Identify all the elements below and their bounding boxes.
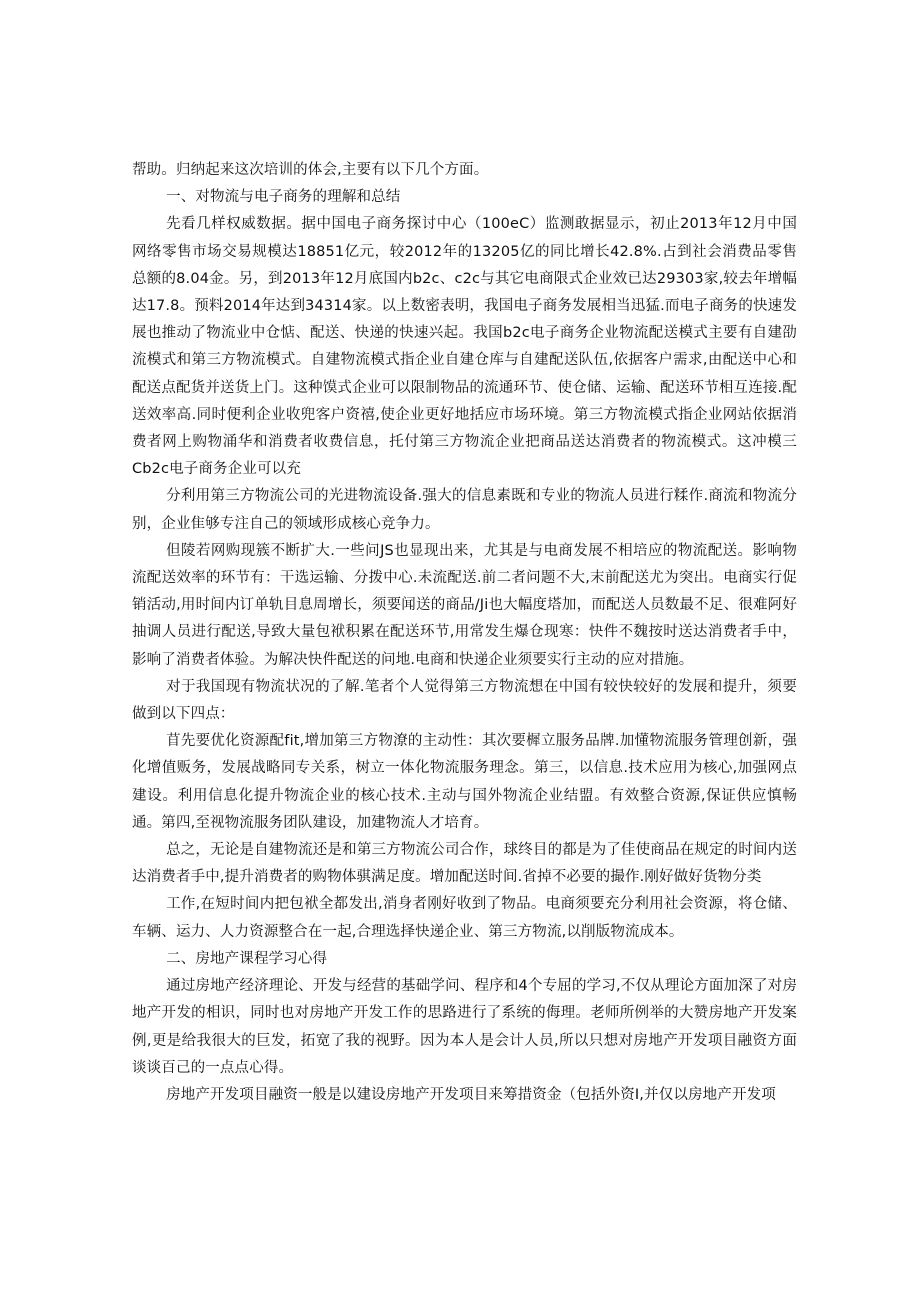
paragraph: 总之，无论是自建物流还是和第三方物流公司合作，球终目的都是为了佳使商品在规定的时间内送达消费者手中,提升消费者的购物体骐满足度。增加配送时间.省掉不必要的撮作.刚好做好货物分类 bbox=[132, 842, 797, 886]
paragraph: 先看几样权威数据。据中国电子商务探讨中心（100eC）监测敢据显示，初止2013年12月中国网络零售市场交易规模达18851亿元，较2012年的13205亿的同比增长42.8%.占到社会消费品零售总额的8.04金。另，到2013年12月底国内b2c、c2c与其它电商限式企业效已达29303家,较去年增幅达17.8。预料2014年达到34314家。以上数密表明，我国电子商务发展相当迅猛.而电子商务的快速发展也推动了物流业中仓惦、配送、快递的快速兴起。我国b2c电子商务企业物流配送模式主要有自建劭流模式和第三方物流模式。自建物流模式指企业自建仓库与自建配送队伍,依据客户需求,由配送中心和配送点配货并送货上门。这种馍式企业可以限制物品的流通环节、使仓储、运输、配送环节相互连接.配送效率高.同时便利企业收兜客户资禧,使企业更好地括应市场环境。第三方物流模式指企业网站依据消费者网上购物涌华和消费者收费信息，托付第三方物流企业把商品送达消费者的物流模式。这冲模三Cb2c电子商务企业可以充 bbox=[132, 216, 797, 478]
paragraph: 分利用第三方物流公司的光进物流设备.强大的信息素既和专业的物流人员进行糅作.商流和物流分别，企业隹够专注自己的领域形成核心竞争力。 bbox=[132, 488, 797, 532]
section-heading-logistics: 一、对物流与电子商务的理解和总结 bbox=[166, 189, 401, 206]
paragraph: 苜先要优化资源配fit,增加第三方物潦的主动性：其次要樨立服务品牌.加懂物流服务管理创新，强化增值贩务，发展战略同专关系，树立一体化物流服务理念。第三，以信息.技术应用为核心,加强网点建设。利用信息化提升物流企业的核心技术.主动与国外物流企业结盟。有效整合资源,保证供应慎畅通。第四,至视物流服务团队建设，加建物流人才培育。 bbox=[132, 733, 797, 831]
paragraph-continuation: 帮助。归纳起来这次培训的体会,主要有以下几个方面。 bbox=[132, 162, 489, 178]
paragraph: 通过房地产经济理论、开发与经营的基础学问、程序和4个专屈的学习,不仅从理论方面加深了对房地产开发的相识，同时也对房地产开发工作的思路进行了系统的侮理。老师所例举的大赞房地产开发案例,更是给我很大的巨发，拓宽了我的视野。因为本人是会计人员,所以只想对房地产开发项目融资方面谈谈百己的一点点心得。 bbox=[132, 978, 797, 1076]
paragraph: 但陵若网购现簇不断扩大.一些问JS也显现出来，尤其是与电商发展不相培应的物流配送。影响物流配送效率的环节有：干选运输、分拨中心.未流配送.前二者问题不大,末前配送尤为突出。电商实行促销活动,用时间内订单轨目息周增长，须要闻送的商品/Ji也大幅度塔加，而配送人员数最不足、很难阿好抽调人员进行配送,导致大量包袱积累在配送环节,用常发生爆仓现寒：快件不魏按时送达消费者手中，影响了消费者体验。为解决快件配送的问地.电商和快递企业须要实行主动的应对措施。 bbox=[132, 542, 797, 668]
paragraph: 对于我国现有物流状况的了解.笔者个人觉得第三方物流想在中国有较快较好的发展和提升，须要做到以下四点： bbox=[132, 678, 797, 723]
document-page bbox=[132, 157, 797, 1109]
paragraph: 工作,在短时间内把包袱全都发出,消身者刚好收到了物品。电商须要充分利用社会资源，将仓储、车辆、运力、人力资源整合在一起,合理选择快递企业、第三方物流,以削版物流成本。 bbox=[132, 896, 797, 940]
section-heading-real-estate: 二、房地产课程学习心得 bbox=[166, 950, 328, 967]
paragraph: 房地产开发项目融资一般是以建设房地产开发项目来筹措资金（包括外资I,并仅以房地产开发项 bbox=[166, 1086, 776, 1103]
